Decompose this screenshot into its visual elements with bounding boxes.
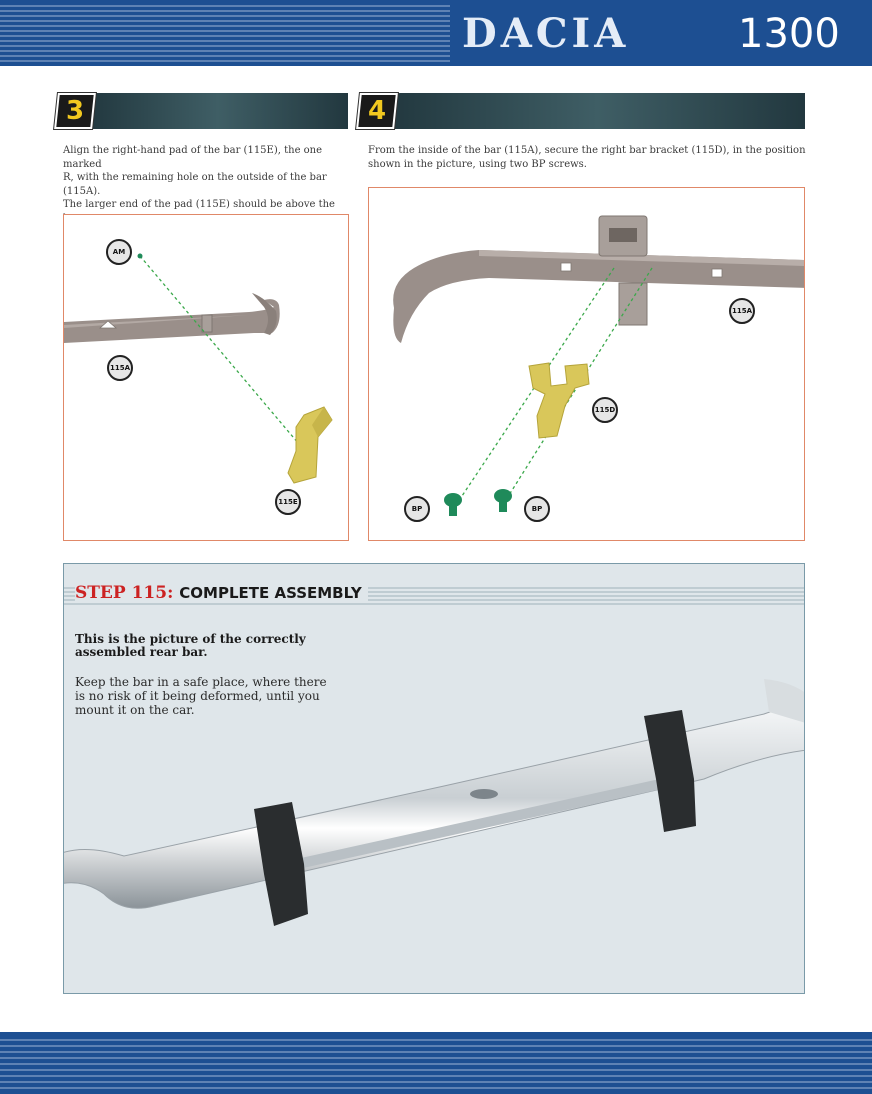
step3-illustration xyxy=(63,214,349,541)
step4-line: From the inside of the bar (115A), secure the right bar bracket (115D), in the position xyxy=(368,145,806,156)
callout-115a: 115A xyxy=(107,355,133,381)
step3-line: The larger end of the pad (115E) should be above the xyxy=(63,199,335,210)
callout-bp-left: BP xyxy=(404,496,430,522)
brand-logo: DACIA xyxy=(462,10,630,57)
header-stripes xyxy=(0,0,450,66)
step3-number: 3 xyxy=(65,96,85,126)
step4-instructions xyxy=(368,144,808,171)
step4-drawing xyxy=(369,188,805,541)
assembly-lead: This is the picture of the correctly assembled rear bar. xyxy=(75,632,306,659)
callout-115e: 115E xyxy=(275,489,301,515)
step3-drawing xyxy=(64,215,349,541)
complete-assembly-section xyxy=(63,563,805,994)
step3-line: Align the right-hand pad of the bar (115E), the one marked xyxy=(63,145,323,170)
callout-am: AM xyxy=(106,239,132,265)
step3-banner xyxy=(88,93,348,129)
callout-115a: 115A xyxy=(729,298,755,324)
page-footer xyxy=(0,1032,872,1094)
callout-115d: 115D xyxy=(592,397,618,423)
step4-banner xyxy=(390,93,805,129)
model-number: 1300 xyxy=(738,11,840,57)
callout-bp-right: BP xyxy=(524,496,550,522)
rear-bar-photo xyxy=(64,564,805,994)
step-label: STEP 115: xyxy=(75,583,174,603)
step4-line: shown in the picture, using two BP screws. xyxy=(368,158,587,170)
assembly-body: Keep the bar in a safe place, where there is no risk of it being deformed, until you mount it on the car. xyxy=(75,675,327,717)
assembly-heading: COMPLETE ASSEMBLY xyxy=(179,584,362,602)
footer-stripes xyxy=(0,1032,872,1094)
step4-number: 4 xyxy=(367,96,387,126)
step4-illustration xyxy=(368,187,805,541)
page-header xyxy=(0,0,872,66)
step3-line: R, with the remaining hole on the outside of the bar (115A). xyxy=(63,172,327,197)
